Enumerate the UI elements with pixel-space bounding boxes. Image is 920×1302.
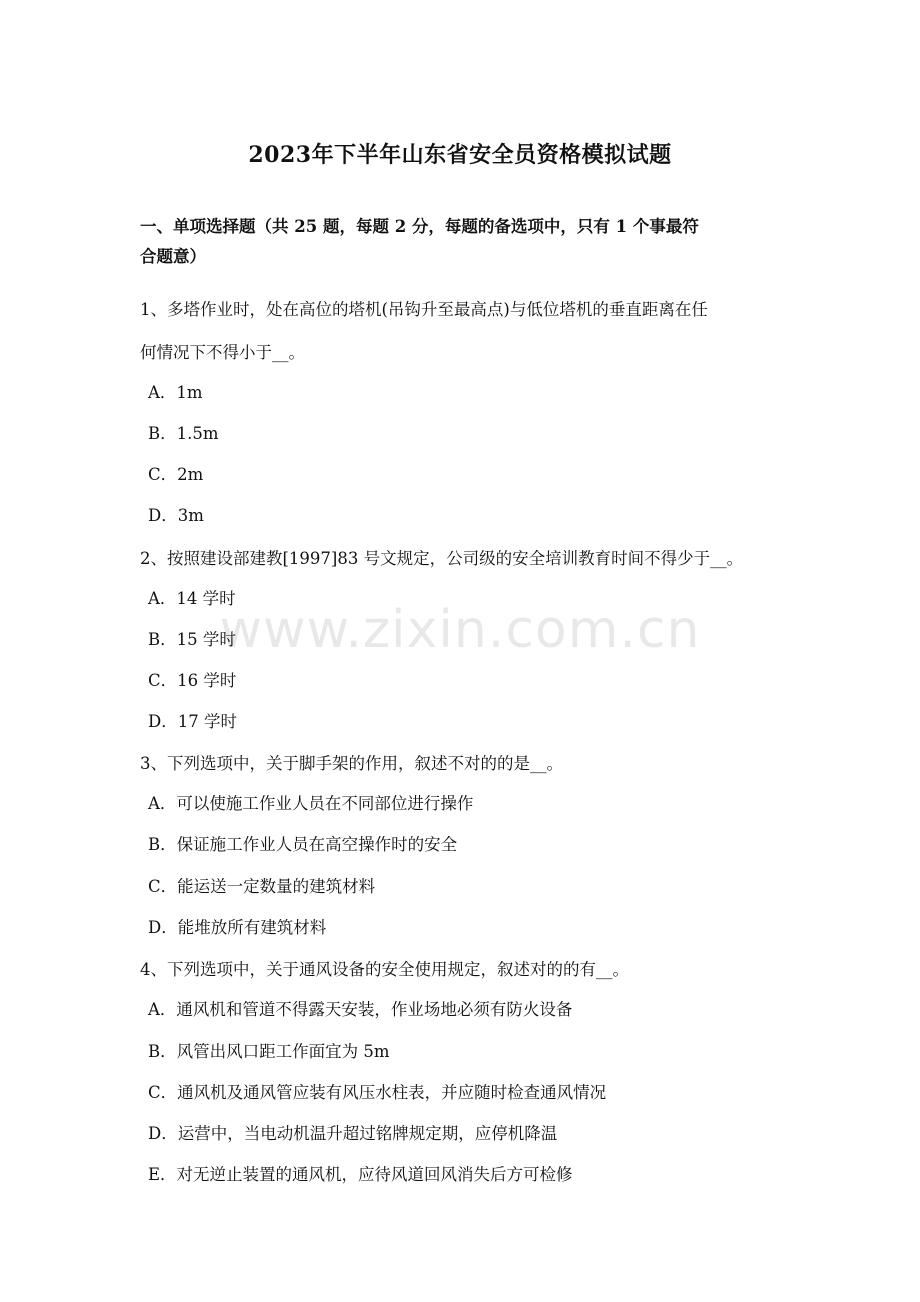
question-1-stem-line-2: 何情况下不得小于__。 xyxy=(140,343,305,362)
question-2-option-c: C．16 学时 xyxy=(148,671,237,690)
question-2-option-b: B．15 学时 xyxy=(148,630,236,649)
question-4-option-d: D．运营中，当电动机温升超过铭牌规定期，应停机降温 xyxy=(148,1124,558,1143)
question-4-option-e: E．对无逆止装置的通风机，应待风道回风消失后方可检修 xyxy=(148,1165,573,1184)
section-header-line-2: 合题意） xyxy=(140,247,206,266)
section-header-line-1: 一、单项选择题（共 25 题，每题 2 分，每题的备选项中，只有 1 个事最符 xyxy=(140,217,699,236)
question-2-option-a: A．14 学时 xyxy=(148,589,236,608)
question-4-option-a: A．通风机和管道不得露天安装，作业场地必须有防火设备 xyxy=(148,1000,573,1019)
question-1-stem-line-1: 1、多塔作业时，处在高位的塔机(吊钩升至最高点)与低位塔机的垂直距离在任 xyxy=(140,300,708,319)
question-4-option-c: C．通风机及通风管应装有风压水柱表，并应随时检查通风情况 xyxy=(148,1083,607,1102)
question-1-option-a: A．1m xyxy=(148,383,203,402)
question-1-option-c: C．2m xyxy=(148,465,204,484)
question-3-stem-line-1: 3、下列选项中，关于脚手架的作用，叙述不对的的是__。 xyxy=(140,754,563,773)
question-1-option-d: D．3m xyxy=(148,506,204,525)
watermark: www.zixin.com.cn xyxy=(219,600,701,660)
question-3-option-a: A．可以使施工作业人员在不同部位进行操作 xyxy=(148,794,474,813)
section-header xyxy=(140,212,800,272)
question-3-option-c: C．能运送一定数量的建筑材料 xyxy=(148,877,376,896)
page-title: 2023年下半年山东省安全员资格模拟试题 xyxy=(248,142,672,168)
question-2-option-d: D．17 学时 xyxy=(148,712,237,731)
question-4-option-b: B．风管出风口距工作面宜为 5m xyxy=(148,1042,390,1061)
question-2-stem-line-1: 2、按照建设部建教[1997]83 号文规定，公司级的安全培训教育时间不得少于__。 xyxy=(140,549,744,568)
question-1-option-b: B．1.5m xyxy=(148,424,219,443)
question-4-stem-line-1: 4、下列选项中，关于通风设备的安全使用规定，叙述对的的有__。 xyxy=(140,960,629,979)
question-3-option-d: D．能堆放所有建筑材料 xyxy=(148,918,327,937)
question-3-option-b: B．保证施工作业人员在高空操作时的安全 xyxy=(148,835,458,854)
